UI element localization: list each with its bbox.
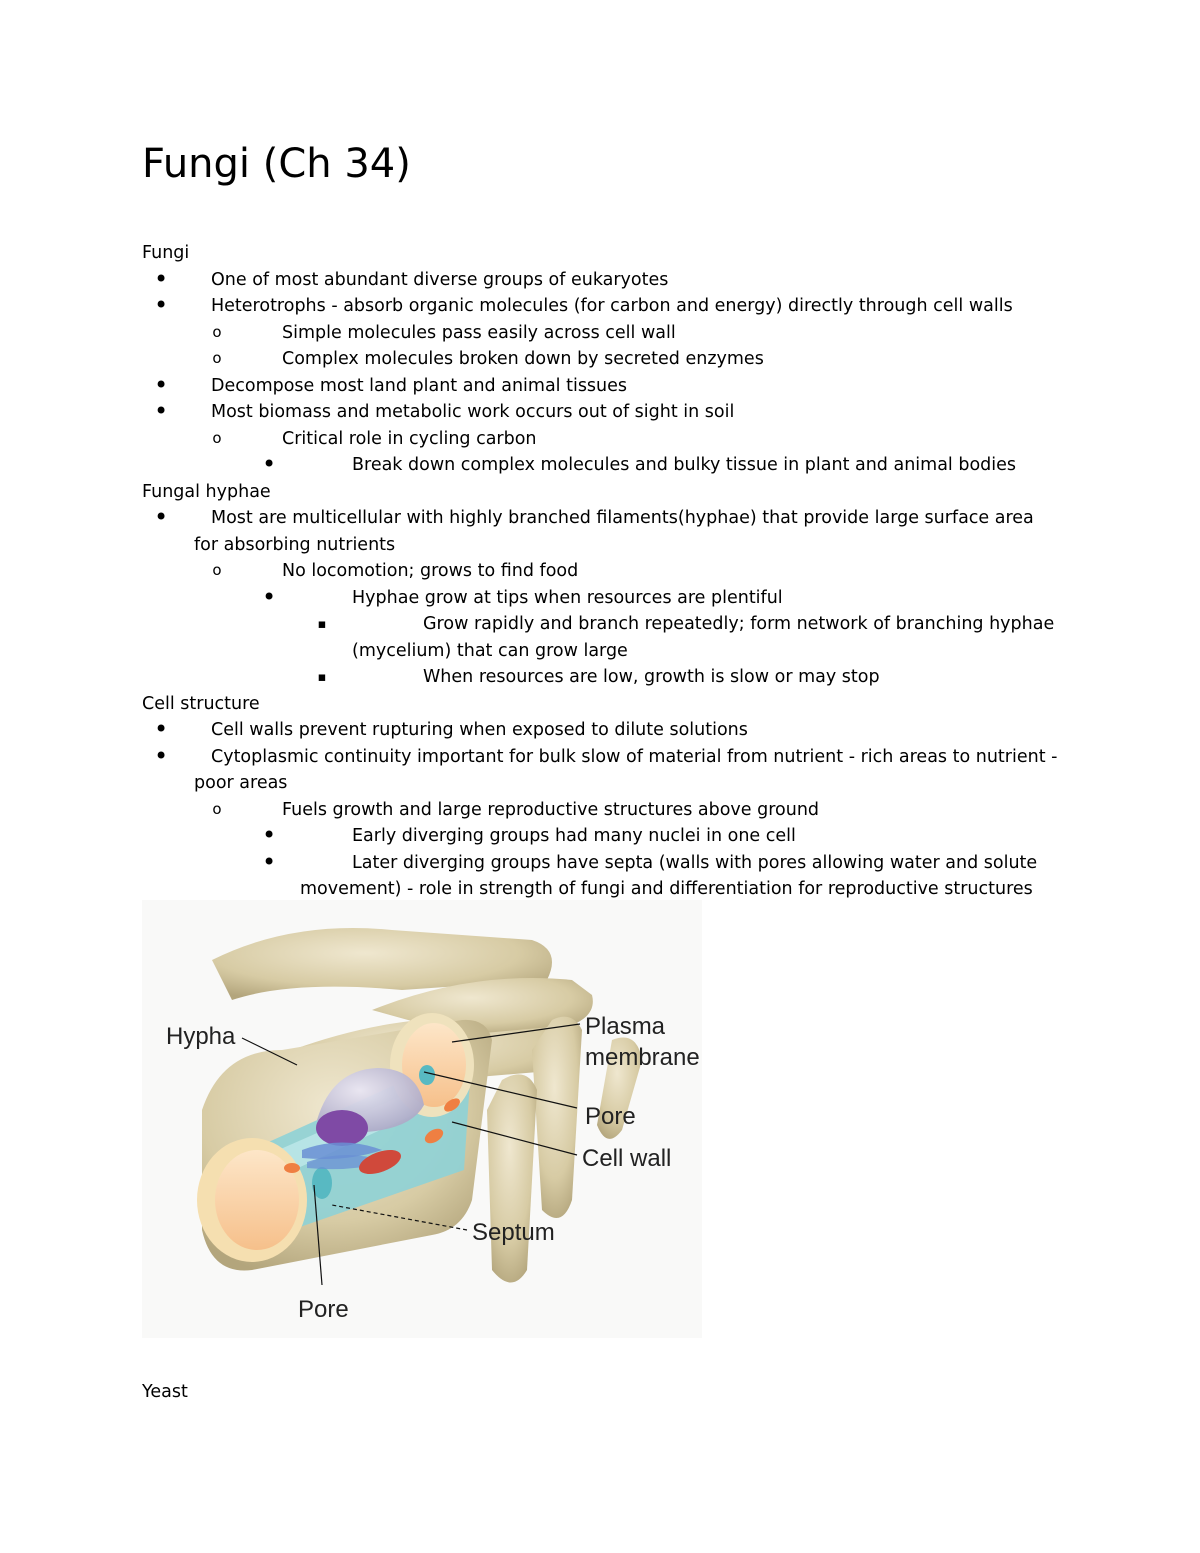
outline-item: poor areas	[194, 773, 288, 793]
outline-item: Hyphae grow at tips when resources are plentiful	[352, 588, 783, 608]
outline-item: No locomotion; grows to find food	[282, 561, 579, 581]
circle-bullet-icon	[210, 796, 224, 822]
bullet-icon	[262, 849, 276, 878]
square-bullet-icon	[315, 610, 329, 638]
label-plasma: Plasma	[585, 1013, 666, 1040]
section-heading: Cell structure	[142, 694, 260, 714]
outline-item: Most biomass and metabolic work occurs out of sight in soil	[211, 402, 735, 422]
label-pore-top: Pore	[585, 1103, 636, 1130]
outline-item: When resources are low, growth is slow or may stop	[423, 667, 880, 687]
outline-item: Grow rapidly and branch repeatedly; form network of branching hyphae	[423, 614, 1055, 634]
bullet-icon	[154, 743, 168, 772]
outline-item: Cell walls prevent rupturing when exposed to dilute solutions	[211, 720, 748, 740]
circle-bullet-icon	[210, 425, 224, 451]
outline-item: Heterotrophs - absorb organic molecules (for carbon and energy) directly through cell walls	[211, 296, 1013, 316]
hypha-diagram	[142, 900, 702, 1338]
outline-item: Decompose most land plant and animal tissues	[211, 376, 628, 396]
outline-item: Most are multicellular with highly branched filaments(hyphae) that provide large surface area	[211, 508, 1034, 528]
label-membrane: membrane	[585, 1044, 700, 1071]
section-heading: Fungal hyphae	[142, 482, 271, 502]
outline-item: Break down complex molecules and bulky tissue in plant and animal bodies	[352, 455, 1017, 475]
bullet-icon	[262, 822, 276, 851]
label-septum: Septum	[472, 1219, 555, 1246]
circle-bullet-icon	[210, 319, 224, 345]
bullet-icon	[262, 584, 276, 613]
bullet-icon	[262, 451, 276, 480]
square-bullet-icon	[315, 663, 329, 691]
section-heading-yeast: Yeast	[142, 1382, 188, 1402]
page-title: Fungi (Ch 34)	[142, 141, 411, 187]
outline-item: Later diverging groups have septa (walls with pores allowing water and solute	[352, 853, 1038, 873]
outline-item: Fuels growth and large reproductive structures above ground	[282, 800, 820, 820]
outline-item: for absorbing nutrients	[194, 535, 396, 555]
outline-item: Critical role in cycling carbon	[282, 429, 537, 449]
outline-item: One of most abundant diverse groups of eukaryotes	[211, 270, 669, 290]
circle-bullet-icon	[210, 557, 224, 583]
outline-item: movement) - role in strength of fungi and differentiation for reproductive structures	[300, 879, 1033, 899]
outline-item: Cytoplasmic continuity important for bulk slow of material from nutrient - rich areas to nutrient -	[211, 747, 1058, 767]
bullet-icon	[154, 398, 168, 427]
outline-item: Simple molecules pass easily across cell wall	[282, 323, 676, 343]
outline-item: Early diverging groups had many nuclei in one cell	[352, 826, 796, 846]
bullet-icon	[154, 292, 168, 321]
outline-item: Complex molecules broken down by secreted enzymes	[282, 349, 764, 369]
bullet-icon	[154, 504, 168, 533]
circle-bullet-icon	[210, 345, 224, 371]
label-pore-bottom: Pore	[298, 1296, 349, 1323]
label-hypha: Hypha	[166, 1023, 236, 1050]
bullet-icon	[154, 716, 168, 745]
outline-item: (mycelium) that can grow large	[352, 641, 628, 661]
label-cell-wall: Cell wall	[582, 1145, 672, 1172]
section-heading: Fungi	[142, 243, 190, 263]
